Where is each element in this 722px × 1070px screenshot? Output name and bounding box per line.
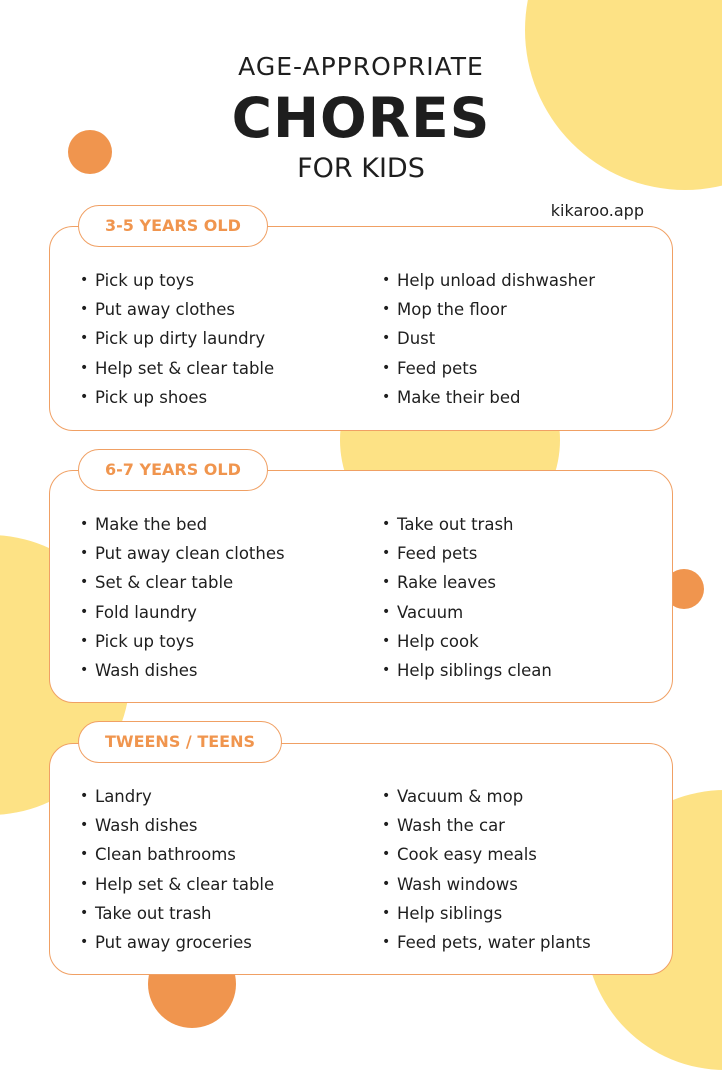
bullet-icon: • [382, 516, 391, 532]
title-line-1: AGE-APPROPRIATE [238, 52, 484, 81]
bullet-icon: • [382, 817, 391, 834]
bullet-icon: • [80, 661, 89, 678]
bullet-icon: • [382, 933, 391, 950]
list-item: • Pick up shoes [80, 383, 380, 412]
bullet-icon: • [80, 388, 89, 405]
list-item: • Feed pets [382, 354, 682, 383]
section-tweens-teens-panel [49, 743, 673, 975]
section-tweens-left-list [80, 782, 380, 957]
list-item: • Wash dishes [80, 811, 380, 840]
list-item: • Landry [80, 782, 380, 811]
list-item: • Clean bathrooms [80, 840, 380, 869]
list-item: • Make the bed [80, 510, 380, 539]
bullet-icon: • [80, 574, 89, 591]
bullet-icon: • [80, 545, 89, 562]
list-item: • Vacuum [382, 598, 682, 627]
list-item: • Help cook [382, 627, 682, 656]
list-item: • Help set & clear table [80, 354, 380, 383]
bullet-icon: • [382, 788, 391, 804]
bullet-icon: • [80, 603, 89, 620]
list-item: • Cook easy meals [382, 840, 682, 869]
section-6-7-right-list [382, 510, 682, 685]
bullet-icon: • [382, 661, 391, 678]
list-item: • Feed pets [382, 539, 682, 568]
bullet-icon: • [80, 875, 89, 892]
section-tweens-teens-badge: TWEENS / TEENS [78, 721, 282, 763]
section-tweens-right-list [382, 782, 682, 957]
list-item: • Wash dishes [80, 656, 380, 685]
section-3-5-right-list [382, 266, 682, 412]
section-6-7-left-list [80, 510, 380, 685]
list-item: • Feed pets, water plants [382, 928, 682, 957]
list-item: • Set & clear table [80, 568, 380, 597]
bullet-icon: • [80, 846, 89, 863]
list-item: • Help set & clear table [80, 870, 380, 899]
list-item: • Put away clothes [80, 295, 380, 324]
list-item: • Take out trash [382, 510, 682, 539]
bullet-icon: • [382, 359, 391, 376]
list-item: • Pick up toys [80, 627, 380, 656]
list-item: • Pick up dirty laundry [80, 324, 380, 353]
bullet-icon: • [382, 330, 391, 347]
bullet-icon: • [382, 301, 391, 318]
bullet-icon: • [382, 545, 391, 562]
bullet-icon: • [80, 788, 89, 804]
list-item: • Mop the floor [382, 295, 682, 324]
list-item: • Vacuum & mop [382, 782, 682, 811]
page-title: CHORES [231, 86, 491, 150]
list-item: • Help siblings clean [382, 656, 682, 685]
title-line-3: FOR KIDS [297, 153, 425, 184]
bullet-icon: • [382, 875, 391, 892]
list-item: • Fold laundry [80, 598, 380, 627]
bullet-icon: • [382, 272, 391, 288]
bullet-icon: • [80, 330, 89, 347]
list-item: • Make their bed [382, 383, 682, 412]
list-item: • Take out trash [80, 899, 380, 928]
bullet-icon: • [80, 272, 89, 288]
list-item: • Help siblings [382, 899, 682, 928]
bullet-icon: • [382, 574, 391, 591]
bullet-icon: • [80, 817, 89, 834]
bullet-icon: • [80, 933, 89, 950]
section-3-5-badge: 3-5 YEARS OLD [78, 205, 268, 247]
site-url: kikaroo.app [550, 201, 644, 220]
list-item: • Pick up toys [80, 266, 380, 295]
bullet-icon: • [382, 904, 391, 921]
bullet-icon: • [80, 632, 89, 649]
bullet-icon: • [80, 359, 89, 376]
bullet-icon: • [382, 388, 391, 405]
list-item: • Dust [382, 324, 682, 353]
list-item: • Wash the car [382, 811, 682, 840]
section-6-7-panel [49, 470, 673, 703]
section-6-7-badge: 6-7 YEARS OLD [78, 449, 268, 491]
bullet-icon: • [80, 904, 89, 921]
section-3-5-left-list [80, 266, 380, 412]
list-item: • Wash windows [382, 870, 682, 899]
bullet-icon: • [80, 516, 89, 532]
bullet-icon: • [382, 603, 391, 620]
section-3-5-panel [49, 226, 673, 431]
list-item: • Put away groceries [80, 928, 380, 957]
list-item: • Put away clean clothes [80, 539, 380, 568]
list-item: • Rake leaves [382, 568, 682, 597]
list-item: • Help unload dishwasher [382, 266, 682, 295]
bullet-icon: • [382, 632, 391, 649]
bullet-icon: • [382, 846, 391, 863]
bullet-icon: • [80, 301, 89, 318]
